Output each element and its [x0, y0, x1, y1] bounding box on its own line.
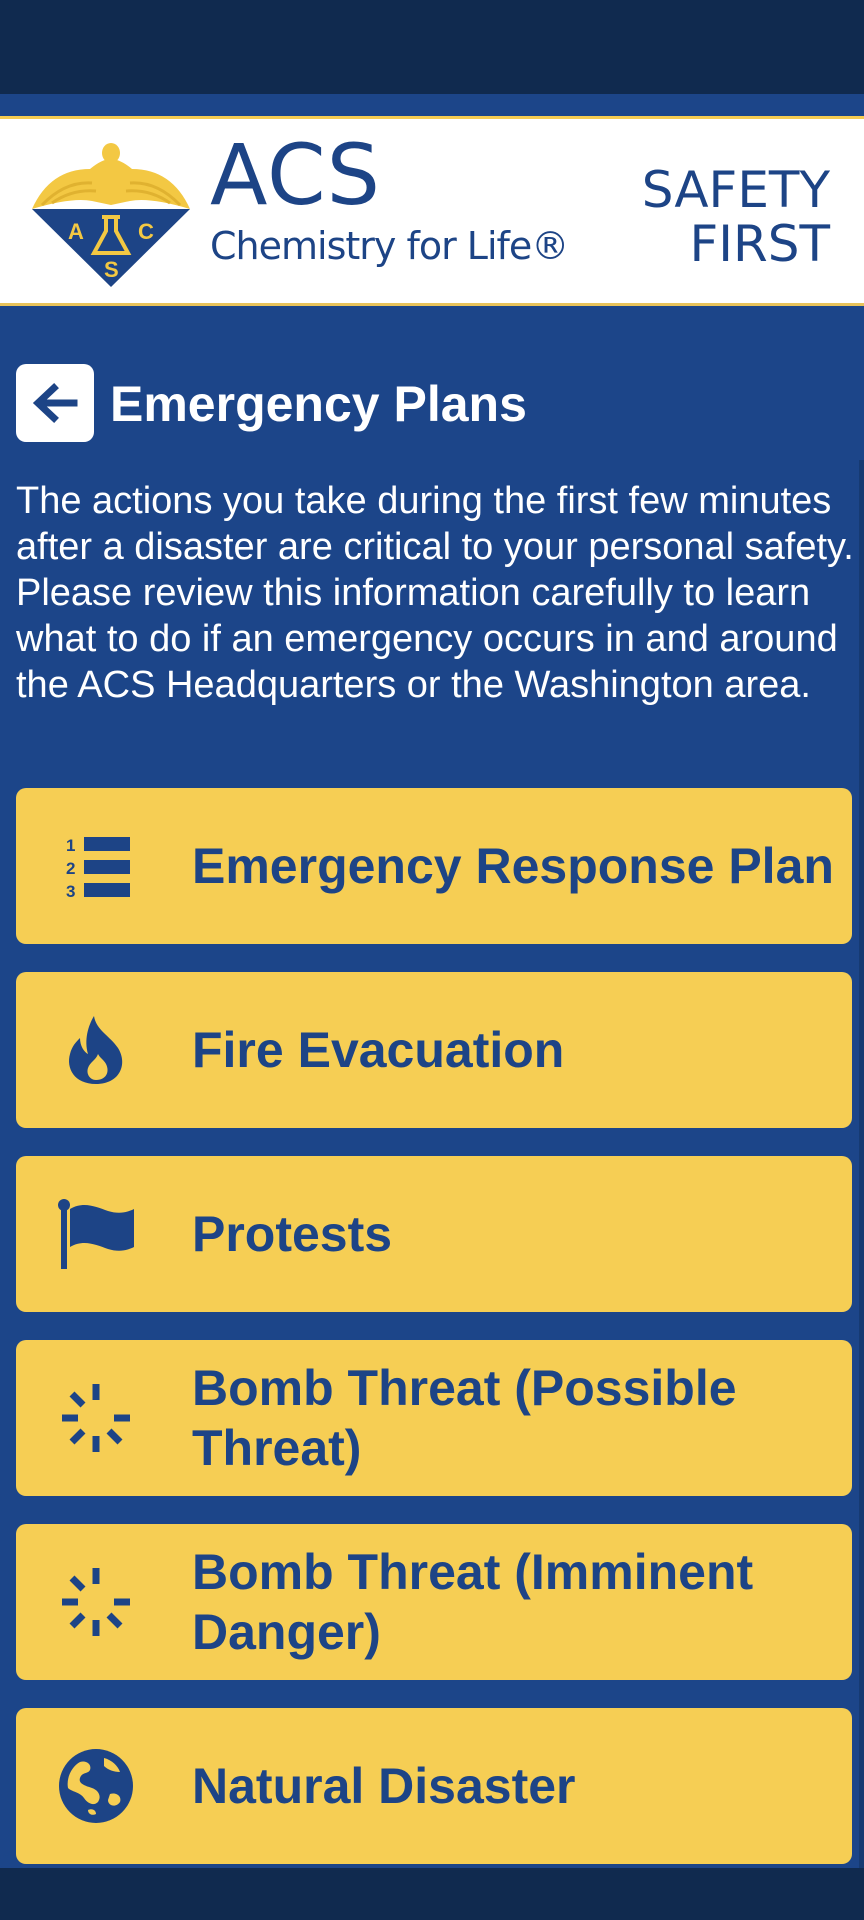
logo-tagline: Chemistry for Life® — [210, 224, 569, 268]
numbered-list-icon — [56, 826, 136, 906]
plan-card-bomb-threat-possible[interactable] — [16, 1340, 852, 1496]
fire-icon — [56, 1010, 136, 1090]
page-title: Emergency Plans — [110, 376, 527, 432]
list-number-3: 3 — [66, 882, 76, 901]
spinner-icon — [56, 1562, 136, 1642]
plan-card-emergency-response[interactable] — [16, 788, 852, 944]
plan-card-bomb-threat-imminent[interactable] — [16, 1524, 852, 1680]
plan-label: Bomb Threat (Possible Threat) — [192, 1360, 737, 1476]
emblem-letter-a: A — [68, 219, 84, 244]
app-header — [0, 116, 864, 306]
back-button[interactable] — [16, 364, 94, 442]
list-number-1: 1 — [66, 836, 76, 855]
status-bar — [0, 0, 864, 94]
system-navigation-bar — [0, 1868, 864, 1920]
safety-line-2: FIRST — [689, 215, 830, 273]
plan-card-fire-evacuation[interactable] — [16, 972, 852, 1128]
list-number-2: 2 — [66, 859, 76, 878]
intro-paragraph: The actions you take during the first few minutes after a disaster are critical to your personal safety. Please review this information carefully to learn what to do if an emergency occurs in and around the ACS Headquarters or the Washington area. — [16, 480, 854, 706]
safety-line-1: SAFETY — [641, 161, 830, 219]
plan-label: Natural Disaster — [192, 1758, 576, 1814]
flag-icon — [56, 1194, 136, 1274]
scrollbar[interactable] — [859, 460, 864, 1870]
plan-label: Bomb Threat (Imminent Danger) — [192, 1544, 754, 1660]
safety-first-label — [642, 163, 830, 271]
acs-eagle-emblem-icon — [30, 139, 192, 289]
emblem-letter-s: S — [104, 257, 119, 282]
status-gap — [0, 94, 864, 116]
plan-label: Emergency Response Plan — [192, 838, 834, 894]
spinner-icon — [56, 1378, 136, 1458]
plan-label: Protests — [192, 1206, 393, 1262]
plan-card-natural-disaster[interactable] — [16, 1708, 852, 1864]
plan-label: Fire Evacuation — [192, 1022, 565, 1078]
logo-acs-text: ACS — [210, 126, 381, 224]
arrow-left-icon — [32, 383, 78, 423]
plan-card-protests[interactable] — [16, 1156, 852, 1312]
emblem-letter-c: C — [138, 219, 154, 244]
globe-icon — [56, 1746, 136, 1826]
